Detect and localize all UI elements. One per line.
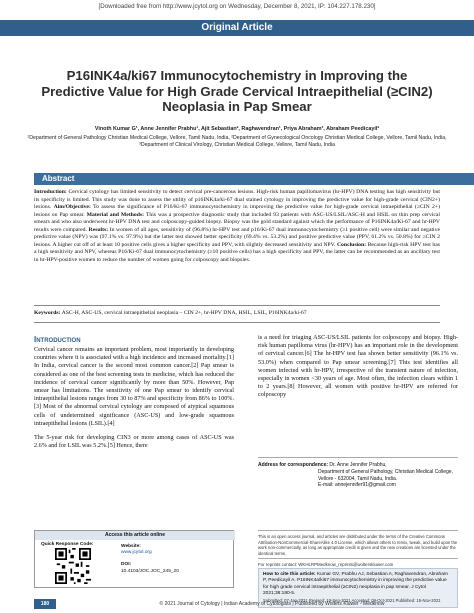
page-number: 180 [34, 599, 56, 609]
citation-dates: Submitted: 07-Jan-2021 Revised: 19-Sep-2021 Accepted: 09-Oct-2021 Published: 15-Nov-2021 [263, 597, 441, 603]
correspondence-label: Address for correspondence: [258, 462, 329, 468]
download-notice: [Downloaded free from http://www.jcytol.org on Wednesday, December 8, 2021, IP: 104.227.178.230] [98, 3, 376, 10]
author-list: Vinoth Kumar G¹, Anne Jennifer Prabhu¹, Ajit Sebastian², Raghavendran¹, Priya Abraham³, Abraham Peedicayil² [94, 126, 380, 132]
article-title: P16INK4a/ki67 Immunocytochemistry in Improving the Predictive Value for High Grade Cervical Intraepithelial (≥CIN2) Neoplasia in Pap Smear [41, 68, 433, 114]
website-link[interactable]: www.jcytol.org [121, 550, 152, 556]
abstract-intro-label: Introduction: [34, 189, 67, 195]
qr-label: Quick Response Code: [41, 542, 94, 547]
correspondence-box [258, 457, 458, 489]
keywords-label: Keywords: [34, 310, 61, 316]
keywords-section [34, 305, 440, 323]
citation-text: Kumar GV, Prabhu AJ, Sebastian A, Raghavendran, Abraham P, Peedicayil A. P16INK4a/ki67 immunocytochemistry in improving the predictive value for high grade cervical intraepithelial (≥CIN2) neoplasia in pap smear. J Cytol 2021;38:180-5. [263, 572, 448, 597]
abstract-conclusion-label: Conclusion: [336, 241, 367, 248]
access-title: Access this article online [35, 531, 235, 540]
affiliations: ¹Department of General Pathology Christian Medical College, Vellore, Tamil Nadu, India, ²Department of Gynecological Oncology Christian Medical College, Vellore, Tamil Nadu, India, ³Department of Clinical Virology, Christian Medical College, Vellore, Tamil Nadu, India [27, 135, 447, 149]
website-label: Website: [121, 544, 141, 549]
access-info [121, 544, 231, 575]
reprints-notice: For reprints contact: WKHLRPMedknow_reprints@wolterskluwer.com [258, 558, 458, 567]
abstract-conclusion: Because high-risk HPV test has a high sensitivity and NPV, whereas P16/Ki-67 dual immunocytochemistry (≥10 positive cells) has a high specificity and PPV, the latter can be recommended as an ancillary test in hr-HPV-positive women to reduce the number of women going for colposcopy and biopsies. [34, 241, 440, 263]
abstract-intro: Cervical cytology has limited sensitivity to detect cervical pre-cancerous lesions. High-risk human papillomavirus (hr-HPV) DNA testing has high sensitivity but its specificity is limited. This study was done to assess the utility of p16INK4a/ki-67 dual stained cytology in improving the predictive value for high-grade cervical (CIN2+) lesions. [34, 189, 440, 210]
access-box [34, 530, 234, 588]
abstract-heading: Abstract [34, 173, 474, 185]
abstract-aim-label: Aim/Objective: [53, 204, 91, 210]
abstract-results: In women of all ages, sensitivity of (96.8%) hr-HPV test and p16/Ki-67 dual immunocytochemistry (≥1 positive cell) were similar and negative predictive value (NPV) was (97.1% vs. 97.9%) but the latter test showed better specificity (69.4% vs. 53.2%) and positive predictive value (PPV, 61.2% vs. 50.8%) for ≥CIN 2 lesions. A higher cut off of at least 10 positive cells gives a higher specificity and PPV, with slightly decreased sensitivity and NPV. [34, 226, 441, 248]
abstract-methods-label: Material and Methods: [86, 211, 144, 218]
introduction-heading: Introduction [34, 335, 81, 344]
abstract-aim: To assess the significance of P16/Ki-67 immunocytochemistry in improving the predictive value for high-grade cervical intraepithelial (≥CIN 2+) lesions on Pap smear. [34, 204, 441, 218]
intro-paragraph-2: The 5-year risk for developing CIN3 or more among cases of ASC-US was 2.6% and for LSIL was 5.2%.[5] Hence, there [34, 434, 234, 450]
keywords-text: ASC-H, ASC-US, cervical intraepithelial neoplasia – CIN 2+, hr-HPV DNA, HSIL, LSIL, P16INK4a/ki-67 [61, 310, 307, 316]
page-footer [0, 598, 474, 611]
correspondence-email[interactable]: E-mail: annejennifer91@gmail.com [318, 482, 396, 489]
abstract-methods: This was a prospective diagnostic study that included 93 patients with ASC-US/LSIL/ASC-H and HSIL on thin prep cervical smears and who also underwent hr-HPV DNA test and colposcopy-guided biopsy. Biopsy was the gold standard against which the performance of P16INK4a/Ki-67 and hr-HPV results were compared. [34, 211, 440, 233]
license-notice: This is an open access journal, and articles are distributed under the terms of the Creative Commons Attribution-NonCommercial-ShareAlike 4.0 License, which allows others to remix, tweak, and build upon the work non-commercially, as long as appropriate credit is given and the new creations are licensed under the identical terms. [258, 530, 458, 556]
article-type-banner: Original Article [0, 20, 474, 36]
citation-label: How to cite this article: [263, 572, 316, 577]
correspondence-line: Vellore - 632004, Tamil Nadu, India. [318, 475, 398, 482]
doi-value[interactable]: 10.4103/JOC.JOC_245_20 [121, 568, 179, 574]
abstract-results-label: Results: [88, 226, 109, 233]
correspondence-name: Dr. Anne Jennifer Prabhu, [329, 462, 387, 468]
abstract-body [34, 189, 440, 264]
introduction-col2: is a need for triaging ASC-US/LSIL patients for colposcopy and biopsy. High-risk human papilloma virus (hr-HPV) has an important role in the development of cervical cancer.[6] The hr-HPV test has shown better sensitivity (96.1% vs. 53.0%) when compared to Pap smear screening.[7] This test identifies all women infected with hr-HPV, irrespective of the transient nature of infection, especially in women <30 years of age. Most often, the infection clears within 1 to 2 years.[8] However, all women with positive hr-HPV are referred for colposcopy [258, 334, 458, 399]
correspondence-line: Department of General Pathology, Christian Medical College, [318, 468, 453, 475]
intro-paragraph-1: Cervical cancer remains an important problem, most importantly in developing countries where it is associated with a high incidence and increased mortality.[1] In India, cervical cancer is the second most common cancer.[2] Pap smear is considered as one of the best screening tests in medicine, which has reduced the incidence of cervical cancer significantly by more than 50%. However, Pap smear has limitations. The sensitivity of one Pap smear to identify cervical intraepithelial lesions ranges from 30 to 87% and specificity from 86% to 100%.[3] Most of the abnormal cervical cytology are composed of atypical squamous cells of undetermined significance (ASC-US) and low-grade squamous intraepithelial lesions (LSIL).[4] [34, 346, 234, 427]
footer-text: © 2021 Journal of Cytology | Indian Academy of Cytologists | Published by Wolters Kluwer - Medknow [159, 601, 385, 607]
introduction-col1 [34, 346, 234, 450]
qr-code-icon[interactable] [55, 548, 91, 584]
doi-label: DOI: [121, 562, 132, 568]
